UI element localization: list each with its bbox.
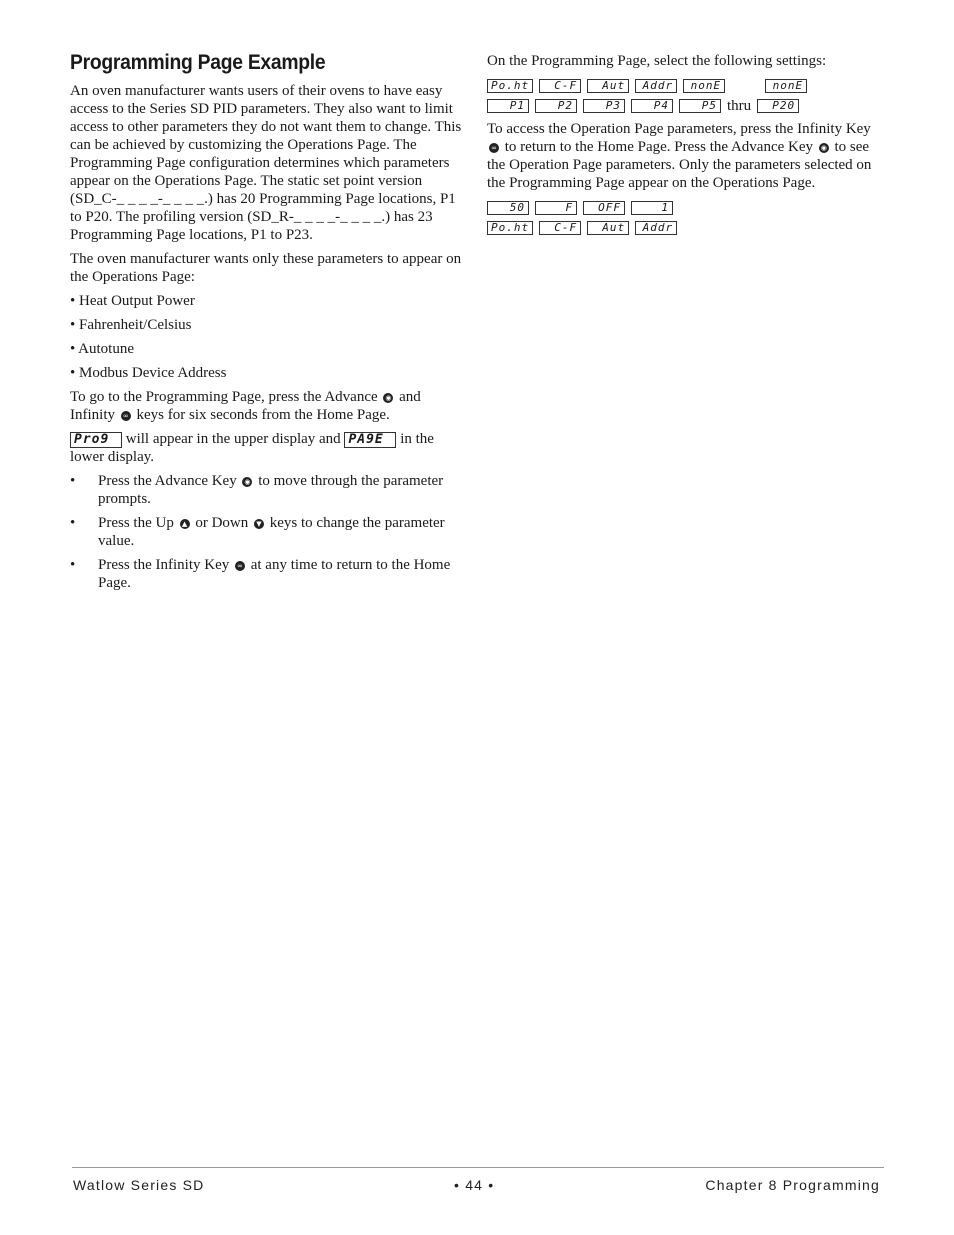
- lcd-display: OFF: [583, 201, 625, 215]
- settings-row-1: [487, 76, 882, 96]
- intro-paragraph: An oven manufacturer wants users of their ovens to have easy access to the Series SD PID parameters. They also want to limit access to other parameters they do not want them to change. This can be achieved by customizing the Operations Page. The Programming Page configuration determines which parameters appear on the Operations Page. The static set point version (SD_C-_ _ _ _-_ _ _ _.) has 20 Programming Page locations, P1 to P20. The profiling version (SD_R-_ _ _ _-_ _ _ _.) has 23 Programming Page locations, P1 to P23.: [70, 83, 462, 243]
- instruction-item: • Press the Advance Key ◉ to move through the parameter prompts.: [70, 473, 444, 507]
- down-key-icon: ▼: [254, 519, 264, 529]
- wants-paragraph: The oven manufacturer wants only these parameters to appear on the Operations Page:: [70, 251, 462, 285]
- advance-key-icon: ◉: [244, 477, 251, 486]
- lcd-display: nonE: [765, 79, 807, 93]
- lcd-display: C-F: [539, 79, 581, 93]
- list-item: • Fahrenheit/Celsius: [70, 317, 192, 333]
- lcd-display: 1: [631, 201, 673, 215]
- infinity-key-icon: ∞: [121, 411, 131, 421]
- lcd-display: P20: [757, 99, 799, 113]
- lcd-display: P3: [583, 99, 625, 113]
- settings-row-2: [487, 96, 882, 116]
- operations-row-lower: [487, 218, 882, 238]
- footer-divider: [72, 1167, 884, 1168]
- operations-row-upper: [487, 198, 882, 218]
- instruction-item: • Press the Infinity Key ∞ at any time to return to the Home Page.: [70, 557, 451, 591]
- right-column: [487, 52, 882, 238]
- lcd-display: nonE: [683, 79, 725, 93]
- page-display: PA9E: [344, 432, 396, 448]
- lcd-display: P2: [535, 99, 577, 113]
- select-paragraph: On the Programming Page, select the following settings:: [487, 53, 827, 69]
- instruction-item: • Press the Up ▲ or Down ▼ keys to change the parameter value.: [70, 515, 445, 549]
- lcd-display: P4: [631, 99, 673, 113]
- advance-key-icon: ◉: [820, 143, 827, 152]
- infinity-key-icon: ∞: [235, 561, 245, 571]
- lcd-display: Po.ht: [487, 79, 533, 93]
- lcd-display: C-F: [539, 221, 581, 235]
- lcd-display: 50: [487, 201, 529, 215]
- prog-display: Pro9: [70, 432, 122, 448]
- lcd-display: Po.ht: [487, 221, 533, 235]
- up-key-icon: ▲: [180, 519, 190, 529]
- lcd-display: P1: [487, 99, 529, 113]
- lcd-display: F: [535, 201, 577, 215]
- list-item: • Modbus Device Address: [70, 365, 227, 381]
- left-column: [70, 50, 466, 598]
- footer-right: Chapter 8 Programming: [705, 1177, 880, 1193]
- lcd-display: P5: [679, 99, 721, 113]
- advance-key-icon: ◉: [385, 393, 392, 402]
- lcd-display: Addr: [635, 79, 677, 93]
- list-item: • Heat Output Power: [70, 293, 195, 309]
- infinity-key-icon: ∞: [489, 143, 499, 153]
- lcd-display: Addr: [635, 221, 677, 235]
- display-paragraph: Pro9 will appear in the upper display and PA9E in the lower display.: [70, 431, 434, 465]
- page-number: • 44 •: [454, 1177, 495, 1193]
- list-item: • Autotune: [70, 341, 134, 357]
- footer-left: Watlow Series SD: [73, 1177, 205, 1193]
- access-paragraph: To access the Operation Page parameters, press the Infinity Key ∞ to return to the Home Page. Press the Advance Key ◉ to see the Operation Page parameters. Only the parameters selected on the Programming Page appear on the Operations Page.: [487, 121, 872, 191]
- goto-paragraph: To go to the Programming Page, press the Advance ◉ and Infinity ∞ keys for six seconds from the Home Page.: [70, 389, 421, 423]
- page-title: Programming Page Example: [70, 51, 326, 74]
- thru-text: thru: [727, 97, 752, 114]
- lcd-display: Aut: [587, 221, 629, 235]
- lcd-display: Aut: [587, 79, 629, 93]
